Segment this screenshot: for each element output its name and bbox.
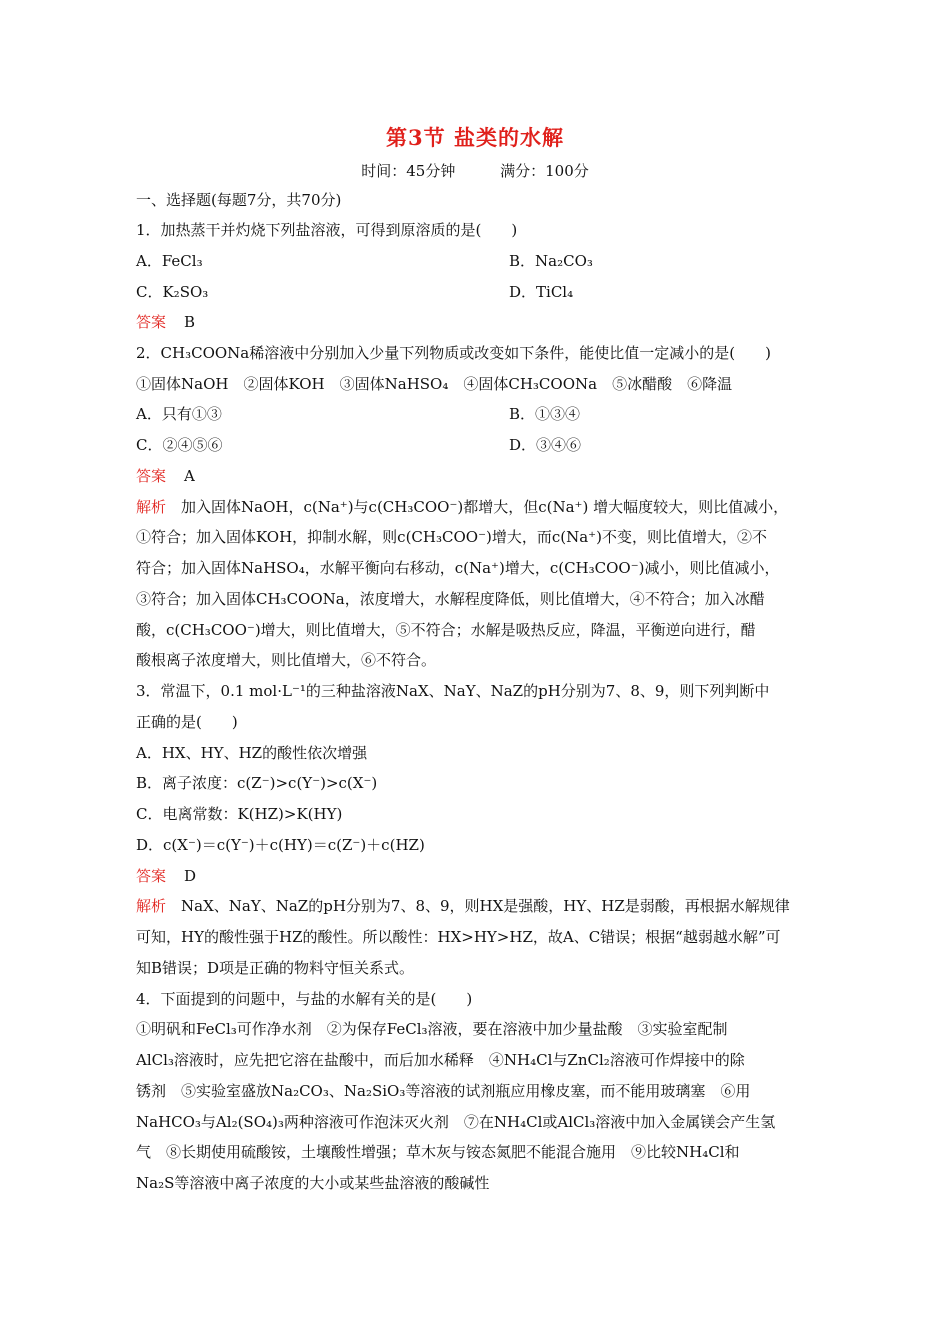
answer-value: B (184, 313, 196, 331)
section-heading: 一、选择题(每题7分，共70分) (136, 191, 342, 209)
q2-analysis-line-2: ①符合；加入固体KOH，抑制水解，则c(CH₃COO⁻)增大，而c(Na⁺)不变，则比值增大，②不 (136, 528, 767, 546)
q2-items: ①固体NaOH ②固体KOH ③固体NaHSO₄ ④固体CH₃COONa ⑤冰醋酸 ⑥降温 (136, 375, 733, 393)
q3-analysis-line-3: 知B错误；D项是正确的物料守恒关系式。 (136, 959, 415, 977)
q4-items-line-3: 锈剂 ⑤实验室盛放Na₂CO₃、Na₂SiO₃等溶液的试剂瓶应用橡皮塞，而不能用玻璃塞 ⑥用 (136, 1082, 751, 1100)
full-score: 满分：100分 (500, 162, 589, 180)
q2-stem: 2．CH₃COONa稀溶液中分别加入少量下列物质或改变如下条件，能使比值一定减小的是( ) (136, 344, 771, 362)
q2-option-a: A．只有①③ (136, 405, 222, 423)
q2-analysis-line-3: 符合；加入固体NaHSO₄，水解平衡向右移动，c(Na⁺)增大，c(CH₃COO⁻)减小，则比值减小， (136, 559, 780, 577)
q3-option-c: C．电离常数：K(HZ)>K(HY) (136, 805, 343, 823)
q4-items-line-6: Na₂S等溶液中离子浓度的大小或某些盐溶液的酸碱性 (136, 1174, 490, 1192)
q3-stem-line-2: 正确的是( ) (136, 713, 238, 731)
answer-label: 答案 (136, 313, 167, 331)
page-title: 第3节 盐类的水解 (386, 125, 564, 150)
q1-option-c: C．K₂SO₃ (136, 283, 209, 301)
answer-value: D (184, 867, 197, 885)
q3-analysis-line-1 (136, 896, 790, 916)
q3-option-a: A．HX、HY、HZ的酸性依次增强 (136, 744, 368, 762)
time-limit: 时间：45分钟 (361, 162, 456, 180)
exam-info (0, 160, 950, 181)
q2-answer (136, 466, 195, 486)
analysis-label: 解析 (136, 897, 167, 915)
answer-label: 答案 (136, 867, 167, 885)
q4-items-line-4: NaHCO₃与Al₂(SO₄)₃两种溶液可作泡沫灭火剂 ⑦在NH₄Cl或AlCl₃溶液中加入金属镁会产生氢 (136, 1113, 776, 1131)
analysis-text: 加入固体NaOH，c(Na⁺)与c(CH₃COO⁻)都增大，但c(Na⁺) 增大幅度较大，则比值减小， (166, 498, 789, 516)
q1-answer (136, 312, 195, 332)
q2-option-b: B．①③④ (509, 405, 581, 423)
q3-option-d: D．c(X⁻)＝c(Y⁻)＋c(HY)＝c(Z⁻)＋c(HZ) (136, 836, 425, 854)
analysis-label: 解析 (136, 498, 167, 516)
q1-option-a: A．FeCl₃ (136, 252, 203, 270)
analysis-text: NaX、NaY、NaZ的pH分别为7、8、9，则HX是强酸，HY、HZ是弱酸，再根据水解规律 (166, 897, 790, 915)
q4-stem: 4．下面提到的问题中，与盐的水解有关的是( ) (136, 990, 473, 1008)
q2-analysis-line-6: 酸根离子浓度增大，则比值增大，⑥不符合。 (136, 651, 437, 669)
q4-items-line-5: 气 ⑧长期使用硫酸铵，土壤酸性增强；草木灰与铵态氮肥不能混合施用 ⑨比较NH₄Cl和 (136, 1143, 740, 1161)
q3-analysis-line-2: 可知，HY的酸性强于HZ的酸性。所以酸性：HX>HY>HZ，故A、C错误；根据“越弱越水解”可 (136, 928, 781, 946)
q3-stem-line-1: 3．常温下，0.1 mol·L⁻¹的三种盐溶液NaX、NaY、NaZ的pH分别为7、8、9，则下列判断中 (136, 682, 770, 700)
q2-analysis-line-5: 酸，c(CH₃COO⁻)增大，则比值增大，⑤不符合；水解是吸热反应，降温，平衡逆向进行，醋 (136, 621, 756, 639)
answer-label: 答案 (136, 467, 167, 485)
answer-value: A (184, 467, 195, 485)
q3-option-b: B．离子浓度：c(Z⁻)>c(Y⁻)>c(X⁻) (136, 774, 378, 792)
q4-items-line-1: ①明矾和FeCl₃可作净水剂 ②为保存FeCl₃溶液，要在溶液中加少量盐酸 ③实验室配制 (136, 1020, 728, 1038)
q2-option-d: D．③④⑥ (509, 436, 582, 454)
q2-analysis-line-1 (136, 497, 788, 517)
q2-option-c: C．②④⑤⑥ (136, 436, 223, 454)
q4-items-line-2: AlCl₃溶液时，应先把它溶在盐酸中，而后加水稀释 ④NH₄Cl与ZnCl₂溶液可作焊接中的除 (136, 1051, 745, 1069)
q1-option-d: D．TiCl₄ (509, 283, 574, 301)
q3-answer (136, 866, 196, 886)
q2-analysis-line-4: ③符合；加入固体CH₃COONa，浓度增大，水解程度降低，则比值增大，④不符合；加入冰醋 (136, 590, 765, 608)
q1-stem: 1．加热蒸干并灼烧下列盐溶液，可得到原溶质的是( ) (136, 221, 518, 239)
q1-option-b: B．Na₂CO₃ (509, 252, 593, 270)
